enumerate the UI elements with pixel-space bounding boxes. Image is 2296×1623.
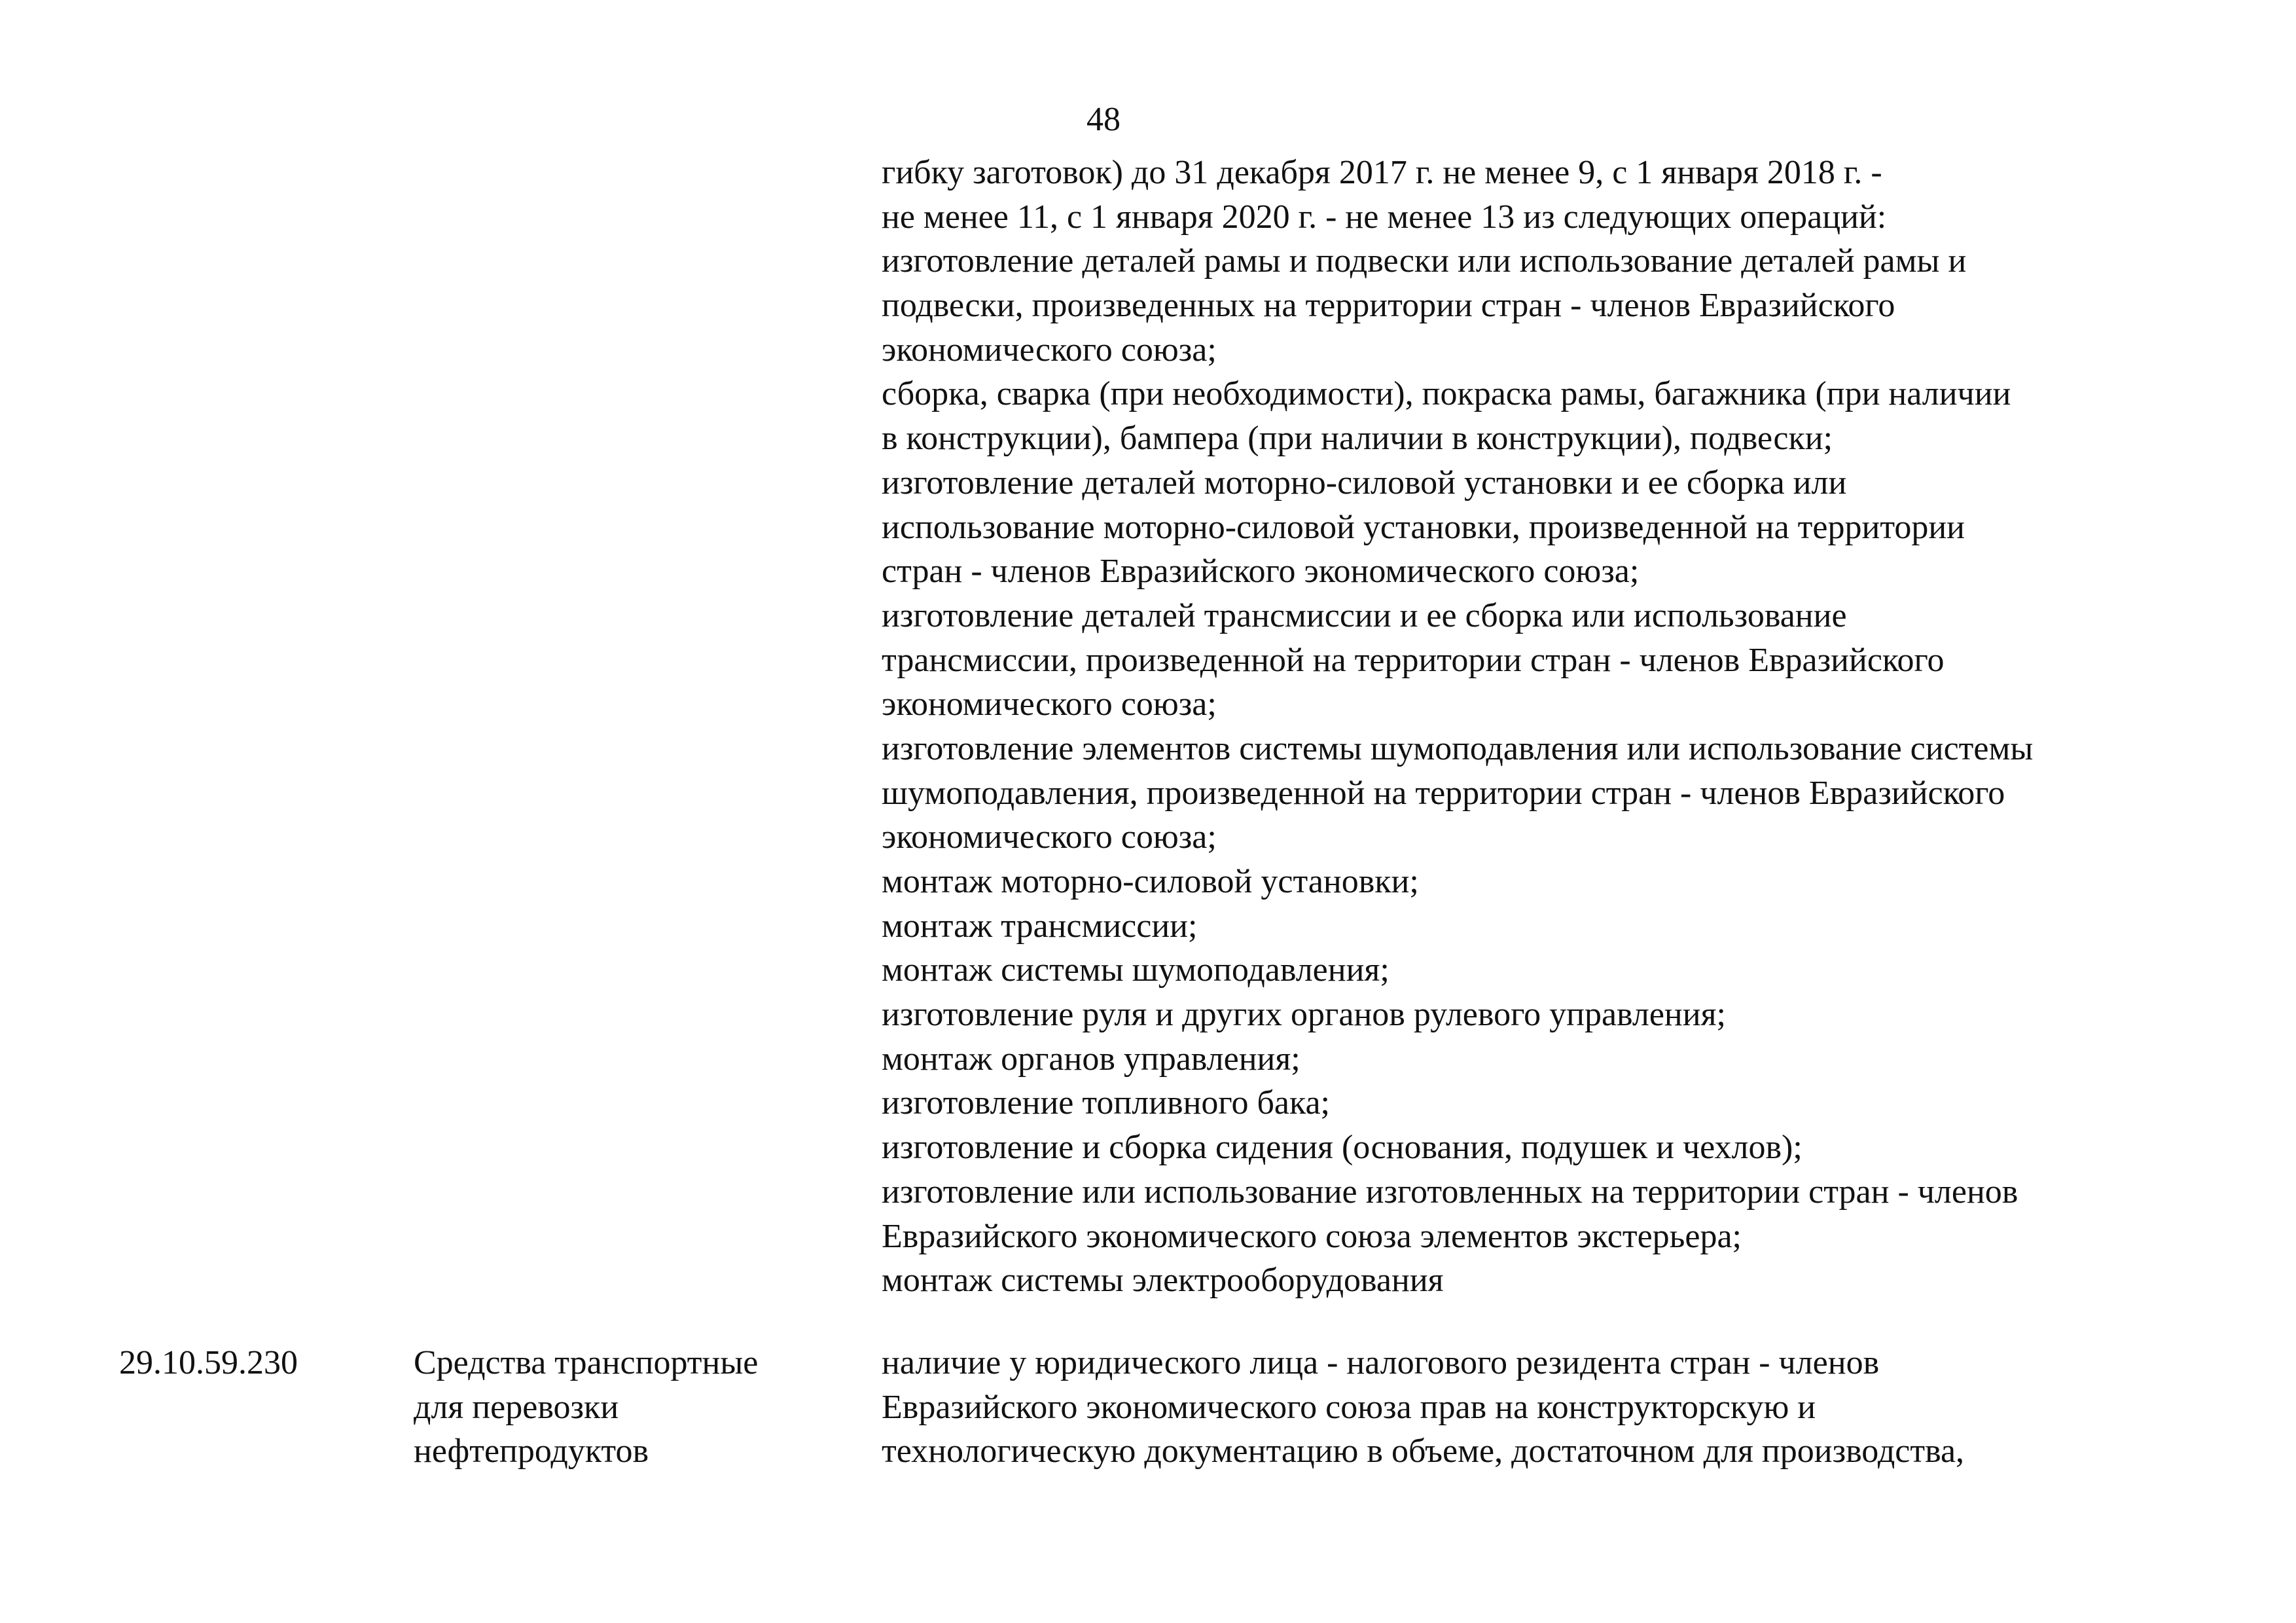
text-line: трансмиссии, произведенной на территории стран - членов Евразийского xyxy=(882,641,1945,679)
page-number: 48 xyxy=(1086,101,1121,138)
text-line: изготовление деталей рамы и подвески или использование деталей рамы и xyxy=(882,242,1967,280)
table-row-code: 29.10.59.230 xyxy=(119,1344,298,1381)
text-line: монтаж системы электрооборудования xyxy=(882,1262,1444,1300)
text-line: шумоподавления, произведенной на территории стран - членов Евразийского xyxy=(882,774,2005,812)
text-line: экономического союза; xyxy=(882,331,1217,369)
text-line: изготовление или использование изготовленных на территории стран - членов xyxy=(882,1173,2018,1211)
requirement-line: Евразийского экономического союза прав на конструкторскую и xyxy=(882,1388,1816,1426)
text-line: изготовление деталей трансмиссии и ее сборка или использование xyxy=(882,596,1847,634)
text-line: Евразийского экономического союза элементов экстерьера; xyxy=(882,1217,1742,1255)
text-line: изготовление и сборка сидения (основания, подушек и чехлов); xyxy=(882,1129,1803,1167)
text-line: гибку заготовок) до 31 декабря 2017 г. не менее 9, с 1 января 2018 г. - xyxy=(882,154,1882,191)
text-line: изготовление топливного бака; xyxy=(882,1084,1330,1122)
text-line: сборка, сварка (при необходимости), покраска рамы, багажника (при наличии xyxy=(882,375,2011,413)
text-line: экономического союза; xyxy=(882,685,1217,723)
text-line: экономического союза; xyxy=(882,818,1217,856)
requirement-line: технологическую документацию в объеме, достаточном для производства, xyxy=(882,1432,1965,1470)
requirement-line: наличие у юридического лица - налогового резидента стран - членов xyxy=(882,1344,1880,1381)
text-line: монтаж органов управления; xyxy=(882,1040,1300,1078)
product-name-line: для перевозки xyxy=(414,1388,619,1426)
requirements-continuation xyxy=(882,151,2269,1303)
text-line: стран - членов Евразийского экономического союза; xyxy=(882,553,1640,591)
product-name-line: Средства транспортные xyxy=(414,1344,759,1381)
text-line: использование моторно-силовой установки, произведенной на территории xyxy=(882,508,1965,546)
text-line: монтаж трансмиссии; xyxy=(882,907,1198,945)
table-row-product-name xyxy=(414,1341,758,1474)
text-line: изготовление элементов системы шумоподавления или использование системы xyxy=(882,729,2034,767)
text-line: монтаж моторно-силовой установки; xyxy=(882,863,1419,900)
product-name-line: нефтепродуктов xyxy=(414,1432,649,1470)
text-line: не менее 11, с 1 января 2020 г. - не менее 13 из следующих операций: xyxy=(882,198,1887,236)
table-row-requirements xyxy=(882,1341,2269,1474)
text-line: подвески, произведенных на территории стран - членов Евразийского xyxy=(882,287,1895,325)
text-line: в конструкции), бампера (при наличии в конструкции), подвески; xyxy=(882,420,1833,458)
text-line: изготовление деталей моторно-силовой установки и ее сборка или xyxy=(882,464,1847,501)
text-line: изготовление руля и других органов рулевого управления; xyxy=(882,996,1726,1034)
text-line: монтаж системы шумоподавления; xyxy=(882,951,1390,989)
